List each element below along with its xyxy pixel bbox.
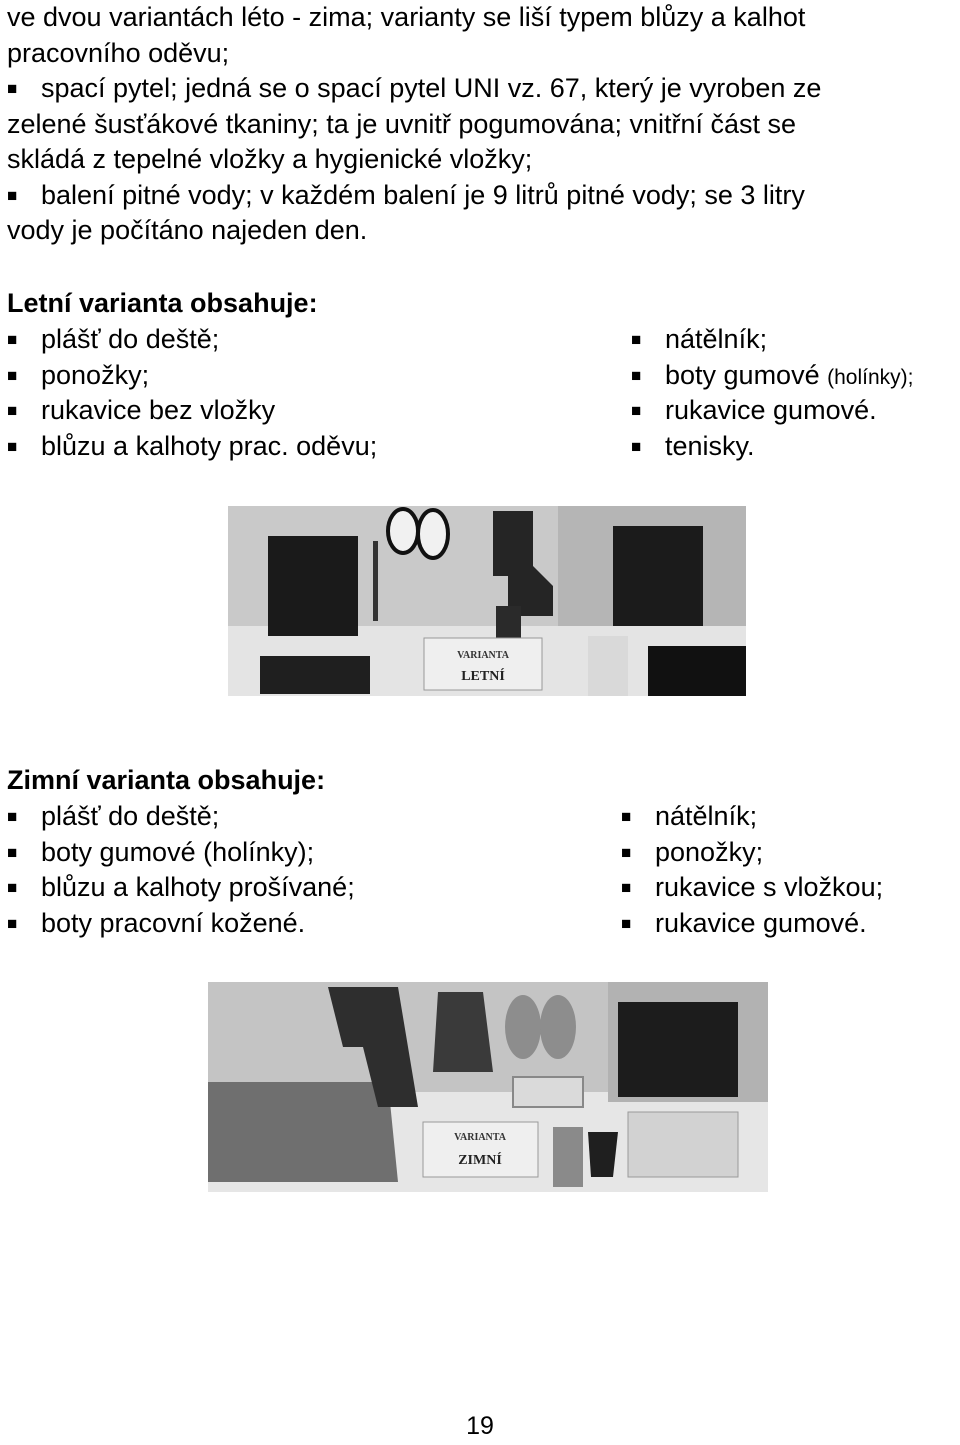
- summer-left-item: ■ blůzu a kalhoty prac. oděvu;: [7, 429, 377, 464]
- summer-right-item: ■ boty gumové (holínky);: [631, 358, 913, 395]
- summer-variant-photo: [228, 506, 746, 696]
- intro-line-5: skládá z tepelné vložky a hygienické vložky;: [7, 144, 533, 174]
- winter-right-item: ■ rukavice gumové.: [621, 906, 867, 941]
- intro-line-4: zelené šusťákové tkaniny; ta je uvnitř pogumována; vnitřní část se: [7, 109, 797, 139]
- winter-left-item: ■ boty pracovní kožené.: [7, 906, 305, 941]
- winter-left-item: ■ plášť do deště;: [7, 799, 219, 834]
- winter-right-item: ■ nátělník;: [621, 799, 757, 834]
- winter-right-item: ■ ponožky;: [621, 835, 763, 870]
- winter-left-item: ■ boty gumové (holínky);: [7, 835, 314, 870]
- summer-right-note: (holínky);: [827, 366, 914, 389]
- summer-photo-label-2: LETNÍ: [461, 669, 505, 684]
- page-number: 19: [466, 1412, 494, 1440]
- winter-variant-photo: [208, 982, 768, 1192]
- winter-heading: Zimní varianta obsahuje:: [7, 765, 326, 795]
- summer-heading: Letní varianta obsahuje:: [7, 288, 318, 318]
- winter-left-item: ■ blůzu a kalhoty prošívané;: [7, 870, 355, 905]
- summer-right-item: ■ nátělník;: [631, 322, 767, 357]
- winter-photo-label-1: VARIANTA: [454, 1132, 506, 1143]
- summer-right-item: ■ rukavice gumové.: [631, 393, 877, 428]
- intro-line-2: pracovního oděvu;: [7, 38, 230, 68]
- winter-photo-label-2: ZIMNÍ: [458, 1153, 502, 1168]
- summer-right-item: ■ tenisky.: [631, 429, 755, 464]
- summer-photo-label-1: VARIANTA: [457, 650, 509, 661]
- intro-line-7: vody je počítáno najeden den.: [7, 215, 368, 245]
- summer-left-item: ■ rukavice bez vložky: [7, 393, 275, 428]
- intro-line-1: ve dvou variantách léto - zima; varianty se liší typem blůzy a kalhot: [7, 2, 806, 32]
- winter-right-item: ■ rukavice s vložkou;: [621, 870, 883, 905]
- summer-left-item: ■ ponožky;: [7, 358, 149, 393]
- summer-left-item: ■ plášť do deště;: [7, 322, 219, 357]
- intro-line-3: ■ spací pytel; jedná se o spací pytel UNI vz. 67, který je vyroben ze: [7, 71, 821, 106]
- intro-line-6: ■ balení pitné vody; v každém balení je 9 litrů pitné vody; se 3 litry: [7, 178, 805, 213]
